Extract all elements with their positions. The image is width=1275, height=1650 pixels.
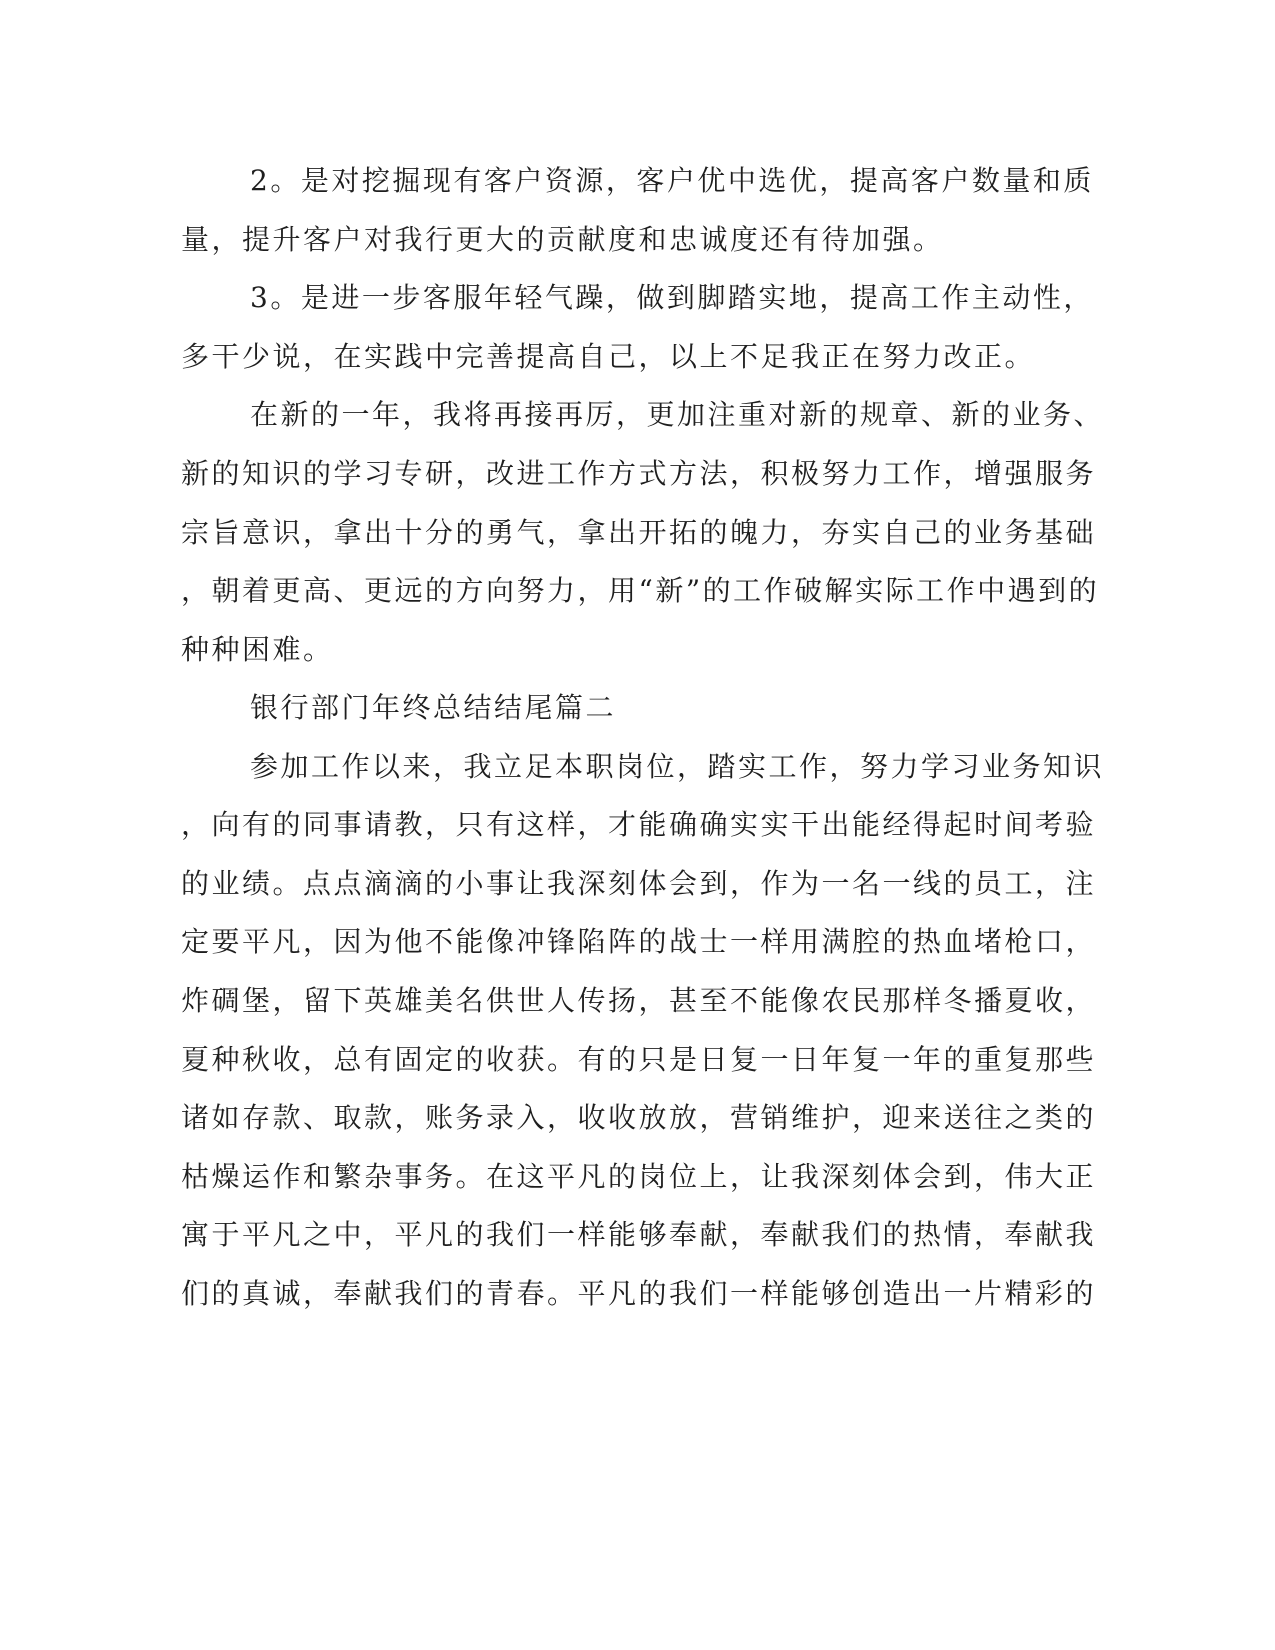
paragraph-work-line-7: 诸如存款、取款，账务录入，收收放放，营销维护，迎来送往之类的 (181, 1101, 1097, 1134)
paragraph-work-line-2: ，向有的同事请教，只有这样，才能确确实实干出能经得起时间考验 (181, 808, 1097, 841)
paragraph-work-line-10: 们的真诚，奉献我们的青春。平凡的我们一样能够创造出一片精彩的 (181, 1277, 1097, 1310)
paragraph-work-line-1: 参加工作以来，我立足本职岗位，踏实工作，努力学习业务知识 (250, 750, 1105, 783)
paragraph-work-line-8: 枯燥运作和繁杂事务。在这平凡的岗位上，让我深刻体会到，伟大正 (181, 1160, 1097, 1193)
paragraph-new-year-line-3: 宗旨意识，拿出十分的勇气，拿出开拓的魄力，夯实自己的业务基础 (181, 516, 1097, 549)
paragraph-work-line-5: 炸碉堡，留下英雄美名供世人传扬，甚至不能像农民那样冬播夏收， (181, 984, 1097, 1017)
paragraph-work-line-6: 夏种秋收，总有固定的收获。有的只是日复一日年复一年的重复那些 (181, 1043, 1097, 1076)
paragraph-item-3-line-2: 多干少说，在实践中完善提高自己，以上不足我正在努力改正。 (181, 340, 1036, 373)
paragraph-new-year-line-4: ，朝着更高、更远的方向努力，用“新”的工作破解实际工作中遇到的 (181, 574, 1100, 607)
paragraph-item-2-line-1: 2。是对挖掘现有客户资源，客户优中选优，提高客户数量和质 (250, 164, 1094, 197)
paragraph-work-line-4: 定要平凡，因为他不能像冲锋陷阵的战士一样用满腔的热血堵枪口， (181, 925, 1097, 958)
paragraph-item-3-line-1: 3。是进一步客服年轻气躁，做到脚踏实地，提高工作主动性， (250, 281, 1094, 314)
paragraph-new-year-line-1: 在新的一年，我将再接再厉，更加注重对新的规章、新的业务、 (250, 398, 1105, 431)
paragraph-work-line-9: 寓于平凡之中，平凡的我们一样能够奉献，奉献我们的热情，奉献我 (181, 1218, 1097, 1251)
paragraph-work-line-3: 的业绩。点点滴滴的小事让我深刻体会到，作为一名一线的员工，注 (181, 867, 1097, 900)
section-heading: 银行部门年终总结结尾篇二 (250, 691, 617, 724)
paragraph-new-year-line-2: 新的知识的学习专研，改进工作方式方法，积极努力工作，增强服务 (181, 457, 1097, 490)
paragraph-new-year-line-5: 种种困难。 (181, 633, 334, 666)
paragraph-item-2-line-2: 量，提升客户对我行更大的贡献度和忠诚度还有待加强。 (181, 223, 944, 256)
